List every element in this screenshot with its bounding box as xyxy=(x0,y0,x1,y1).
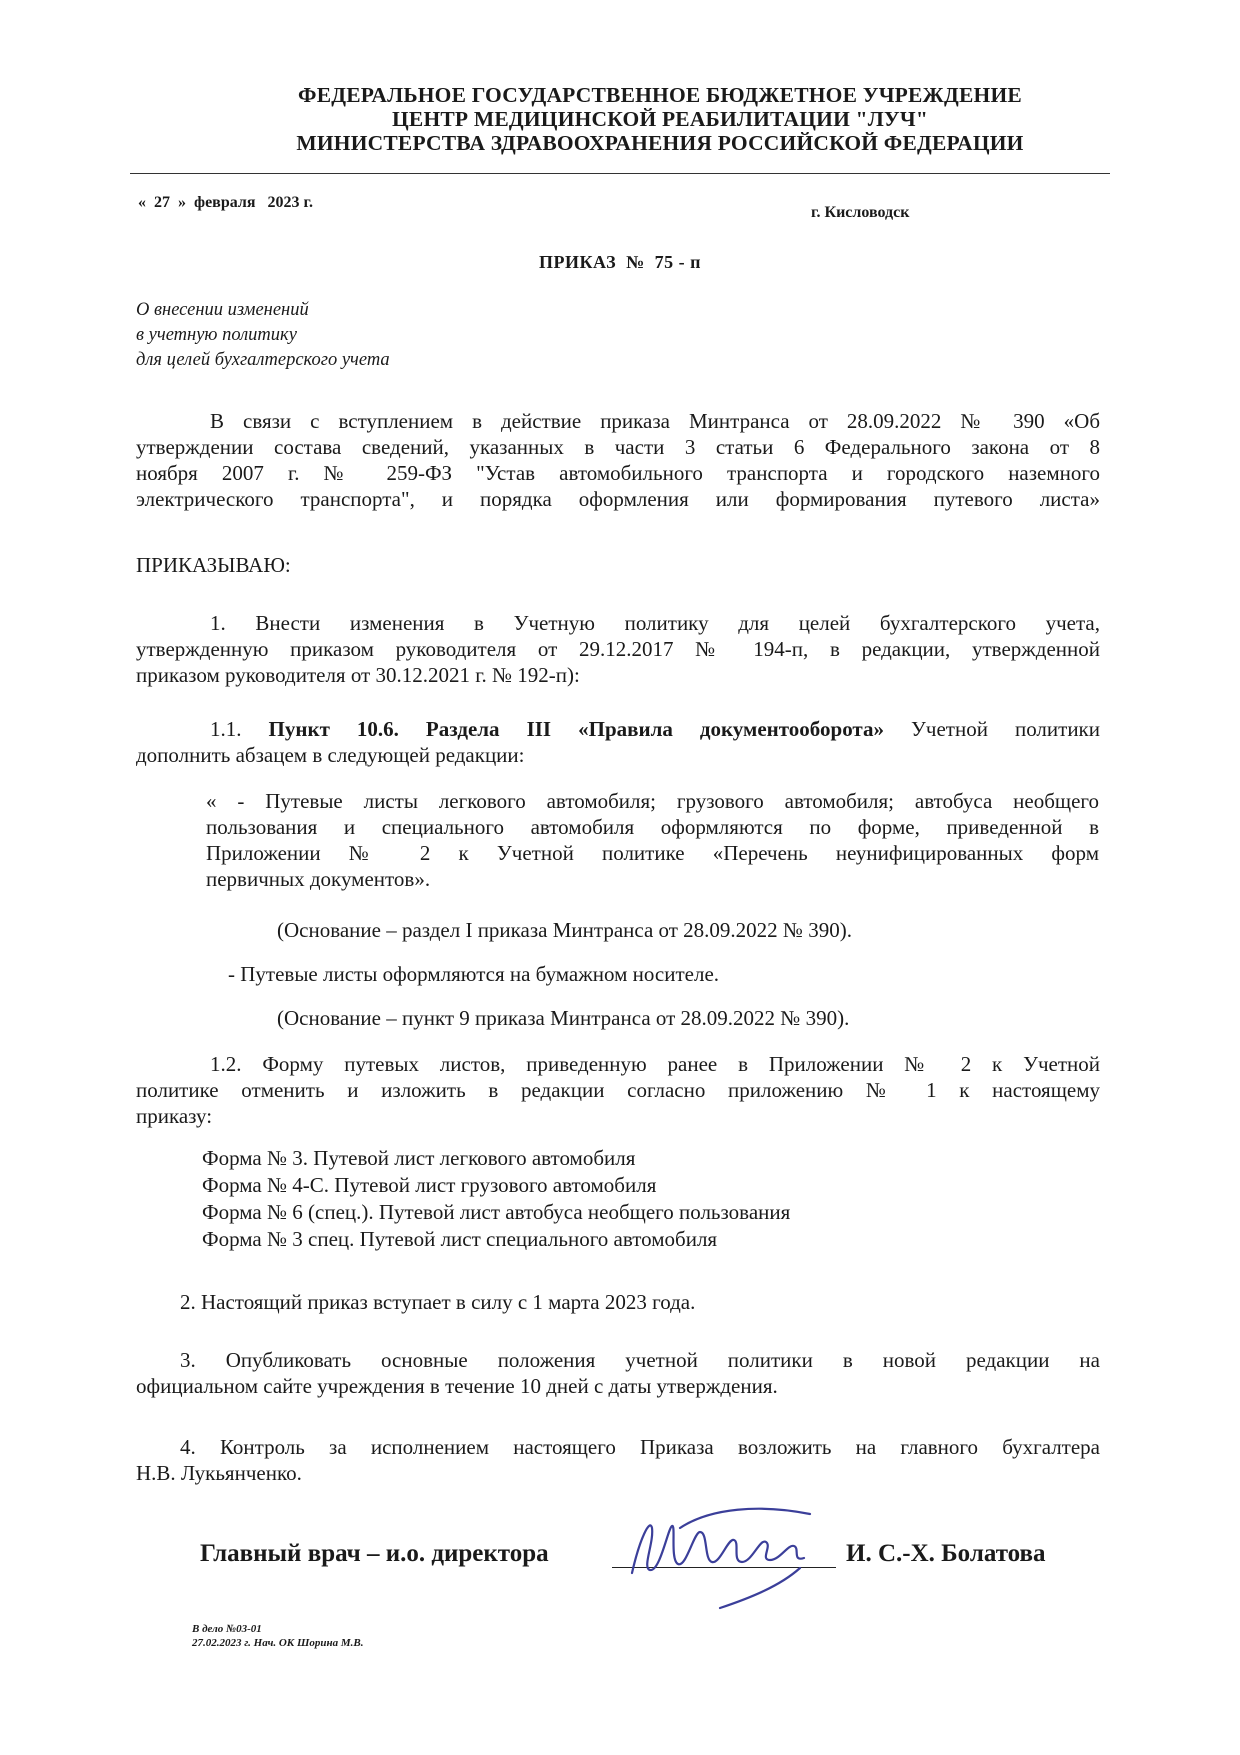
header-line-1: ФЕДЕРАЛЬНОЕ ГОСУДАРСТВЕННОЕ БЮДЖЕТНОЕ УЧРЕЖДЕНИЕ xyxy=(298,83,1022,107)
organization-header xyxy=(200,83,1120,155)
signatory-position: Главный врач – и.о. директора xyxy=(200,1540,549,1567)
header-divider xyxy=(130,173,1110,174)
preamble-line-3: ноября 2007 г. № 259-ФЗ "Устав автомобильного транспорта и городского наземного xyxy=(136,461,1100,485)
item-4-line-2: Н.В. Лукьянченко. xyxy=(136,1461,302,1485)
item-1-1-paragraph xyxy=(136,716,1100,768)
order-city: г. Кисловодск xyxy=(811,204,910,221)
quote-line-1: « - Путевые листы легкового автомобиля; грузового автомобиля; автобуса необщего xyxy=(206,789,1099,813)
item-1-line-2: утвержденную приказом руководителя от 29.12.2017 № 194-п, в редакции, утвержденной xyxy=(136,637,1100,661)
basis-2: (Основание – пункт 9 приказа Минтранса от 28.09.2022 № 390). xyxy=(277,1006,850,1030)
item-4-paragraph xyxy=(136,1434,1100,1486)
preamble-line-2: утверждении состава сведений, указанных в части 3 статьи 6 Федерального закона от 8 xyxy=(136,435,1100,459)
preamble-line-1: В связи с вступлением в действие приказа Минтранса от 28.09.2022 № 390 «Об xyxy=(210,409,1100,433)
header-line-2: ЦЕНТР МЕДИЦИНСКОЙ РЕАБИЛИТАЦИИ "ЛУЧ" xyxy=(391,107,929,131)
item-1-1-line-1 xyxy=(136,716,1100,742)
form-item: Форма № 6 (спец.). Путевой лист автобуса необщего пользования xyxy=(202,1200,791,1224)
form-item: Форма № 4-С. Путевой лист грузового автомобиля xyxy=(202,1173,657,1197)
subject-line-1: О внесении изменений xyxy=(136,300,309,320)
item-4-line-1: 4. Контроль за исполнением настоящего Приказа возложить на главного бухгалтера xyxy=(180,1435,1100,1459)
header-line-3: МИНИСТЕРСТВА ЗДРАВООХРАНЕНИЯ РОССИЙСКОЙ ФЕДЕРАЦИИ xyxy=(296,131,1024,155)
form-item: Форма № 3. Путевой лист легкового автомобиля xyxy=(202,1146,636,1170)
item-3-paragraph xyxy=(136,1347,1100,1399)
filing-note-line-2: 27.02.2023 г. Нач. ОК Шорина М.В. xyxy=(192,1637,364,1649)
quote-line-2: пользования и специального автомобиля оформляются по форме, приведенной в xyxy=(206,815,1099,839)
item-1-1-bold: Пункт 10.6. Раздела III «Правила документооборота» xyxy=(268,717,884,741)
preamble-paragraph xyxy=(136,408,1100,512)
prikazyvayu-heading: ПРИКАЗЫВАЮ: xyxy=(136,553,291,577)
signatory-name: И. С.-Х. Болатова xyxy=(846,1540,1046,1567)
item-1-1-prefix: 1.1. xyxy=(210,717,242,741)
basis-1: (Основание – раздел I приказа Минтранса от 28.09.2022 № 390). xyxy=(277,918,852,942)
quote-line-4: первичных документов». xyxy=(206,867,431,891)
item-1-2-line-2: политике отменить и изложить в редакции согласно приложению № 1 к настоящему xyxy=(136,1078,1100,1102)
quote-paragraph xyxy=(206,788,1099,892)
item-3-line-2: официальном сайте учреждения в течение 10 дней с даты утверждения. xyxy=(136,1374,778,1398)
item-1-1-rest: Учетной политики xyxy=(911,717,1100,741)
subject-line-3: для целей бухгалтерского учета xyxy=(136,350,390,370)
forms-list xyxy=(202,1145,790,1253)
item-1-2-paragraph xyxy=(136,1051,1100,1129)
item-1-2-line-3: приказу: xyxy=(136,1104,213,1128)
handwritten-signature xyxy=(620,1498,820,1618)
item-1-line-3: приказом руководителя от 30.12.2021 г. № 192-п): xyxy=(136,663,580,687)
item-2: 2. Настоящий приказ вступает в силу с 1 марта 2023 года. xyxy=(180,1290,696,1314)
item-1-2-line-1: 1.2. Форму путевых листов, приведенную ранее в Приложении № 2 к Учетной xyxy=(210,1052,1100,1076)
item-1-line-1: 1. Внести изменения в Учетную политику для целей бухгалтерского учета, xyxy=(210,611,1100,635)
quote-line-3: Приложении № 2 к Учетной политике «Перечень неунифицированных форм xyxy=(206,841,1099,865)
order-subject xyxy=(136,298,390,373)
order-date: « 27 » февраля 2023 г. xyxy=(138,194,313,211)
filing-note-line-1: В дело №03-01 xyxy=(192,1623,262,1635)
preamble-line-4: электрического транспорта", и порядка оформления или формирования путевого листа» xyxy=(136,487,1100,511)
item-1-paragraph xyxy=(136,610,1100,688)
subject-line-2: в учетную политику xyxy=(136,325,297,345)
filing-note xyxy=(192,1622,363,1650)
item-3-line-1: 3. Опубликовать основные положения учетной политики в новой редакции на xyxy=(180,1348,1100,1372)
order-title: ПРИКАЗ № 75 - п xyxy=(538,252,702,272)
paper-medium-line: - Путевые листы оформляются на бумажном носителе. xyxy=(228,962,720,986)
item-1-1-line-2: дополнить абзацем в следующей редакции: xyxy=(136,743,525,767)
form-item: Форма № 3 спец. Путевой лист специального автомобиля xyxy=(202,1227,718,1251)
